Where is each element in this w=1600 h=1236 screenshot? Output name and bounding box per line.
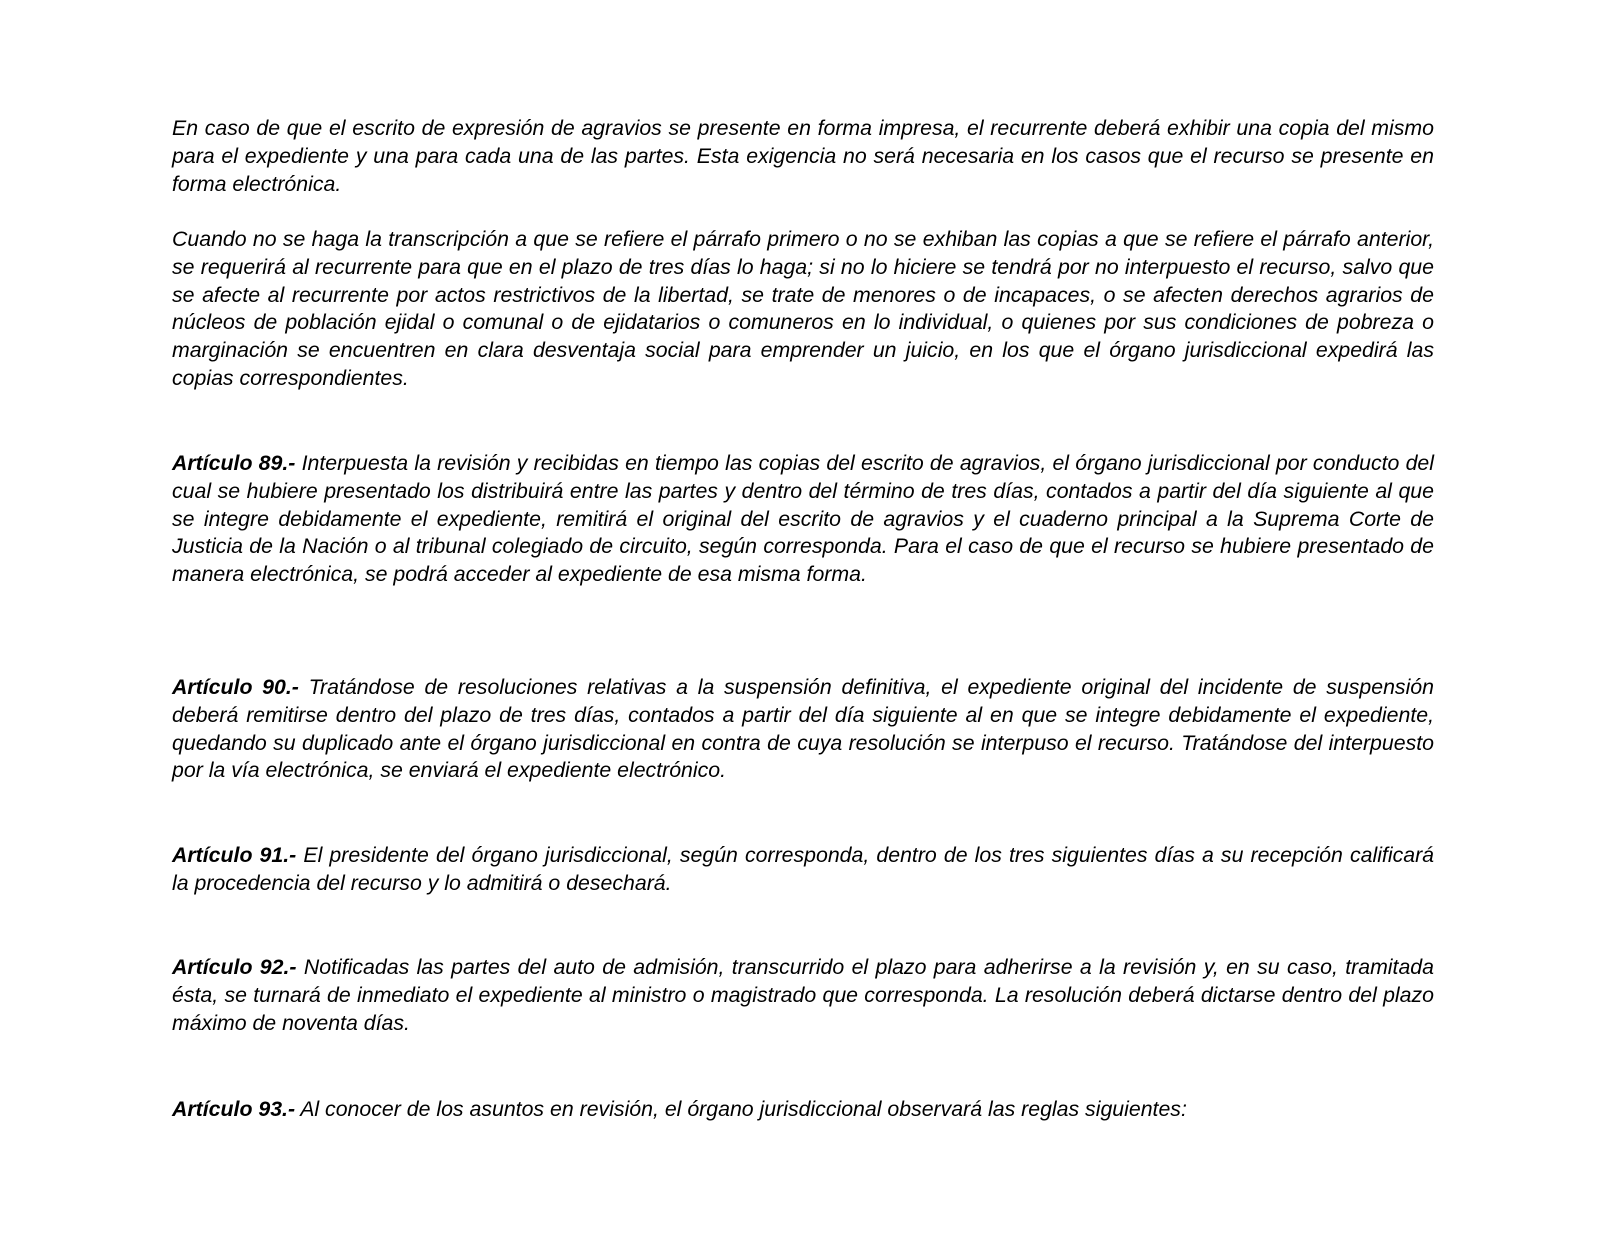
article-90-text: Tratándose de resoluciones relativas a la suspensión definitiva, el expediente original del incidente de suspensión deberá remitirse dentro del plazo de tres días, contados a partir del día siguiente al en que se integre debidamente el expediente, quedando su duplicado ante el órgano jurisdiccional en contra de cuya resolución se interpuso el recurso. Tratándose del interpuesto por la vía electrónica, se enviará el expediente electrónico. xyxy=(172,675,1434,783)
paragraph-copies-requirement: En caso de que el escrito de expresión de agravios se presente en forma impresa, el recurrente deberá exhibir una copia del mismo para el expediente y una para cada una de las partes. Esta exigencia no será necesaria en los casos que el recurso se presente en forma electrónica. xyxy=(172,116,1434,196)
article-89-label: Artículo 89.- xyxy=(172,451,296,475)
paragraph-transcription-requirement: Cuando no se haga la transcripción a que se refiere el párrafo primero o no se exhiban las copias a que se refiere el párrafo anterior, se requerirá al recurrente para que en el plazo de tres días lo haga; si no lo hiciere se tendrá por no interpuesto el recurso, salvo que se afecte al recurrente por actos restrictivos de la libertad, se trate de menores o de incapaces, o se afecten derechos agrarios de núcleos de población ejidal o comunal o de ejidatarios o comuneros en lo individual, o quienes por sus condiciones de pobreza o marginación se encuentren en clara desventaja social para emprender un juicio, en los que el órgano jurisdiccional expedirá las copias correspondientes. xyxy=(172,227,1434,390)
article-93 xyxy=(172,1096,1434,1124)
article-93-text: Al conocer de los asuntos en revisión, el órgano jurisdiccional observará las reglas siguientes: xyxy=(295,1097,1187,1121)
article-89 xyxy=(172,450,1434,589)
article-89-text: Interpuesta la revisión y recibidas en tiempo las copias del escrito de agravios, el órgano jurisdiccional por conducto del cual se hubiere presentado los distribuirá entre las partes y dentro del término de tres días, contados a partir del día siguiente al que se integre debidamente el expediente, remitirá el original del escrito de agravios y el cuaderno principal a la Suprema Corte de Justicia de la Nación o al tribunal colegiado de circuito, según corresponda. Para el caso de que el recurso se hubiere presentado de manera electrónica, se podrá acceder al expediente de esa misma forma. xyxy=(172,451,1434,587)
article-90 xyxy=(172,674,1434,785)
article-92-label: Artículo 92.- xyxy=(172,955,297,979)
article-92 xyxy=(172,954,1434,1037)
article-91-label: Artículo 91.- xyxy=(172,843,297,867)
article-91-text: El presidente del órgano jurisdiccional, según corresponda, dentro de los tres siguientes días a su recepción calificará la procedencia del recurso y lo admitirá o desechará. xyxy=(172,843,1434,895)
article-91 xyxy=(172,842,1434,898)
article-92-text: Notificadas las partes del auto de admisión, transcurrido el plazo para adherirse a la revisión y, en su caso, tramitada ésta, se turnará de inmediato el expediente al ministro o magistrado que corresponda. La resolución deberá dictarse dentro del plazo máximo de noventa días. xyxy=(172,955,1434,1035)
article-90-label: Artículo 90.- xyxy=(172,675,299,699)
article-93-label: Artículo 93.- xyxy=(172,1097,296,1121)
